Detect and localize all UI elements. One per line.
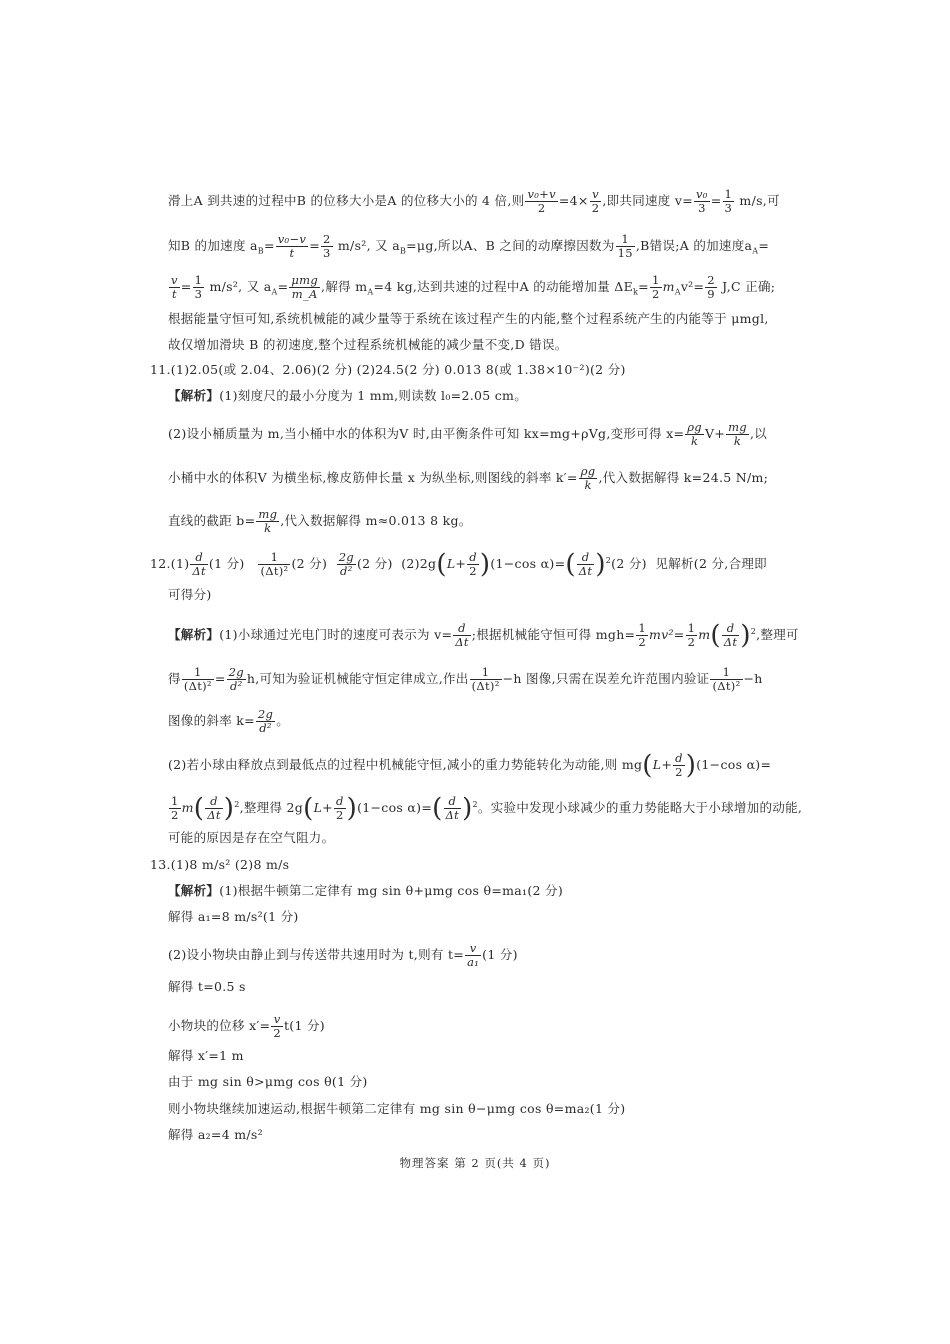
text: =	[277, 279, 289, 294]
fraction: $\frac{1}{2}$	[651, 273, 660, 301]
q12-analysis-p1: 【解析】(1)小球通过光电门时的速度可表示为 v= $\frac{d}{\Delta t}$ ;根据机械能守恒可得 mgh= $\frac{1}{2}$ mv²= $\frac{1}{2}$ m( $\frac{d}{\Delta t}$ )$^2$,整理可	[168, 620, 799, 651]
q12-analysis-p3	[168, 708, 802, 735]
q13-analysis-p6: 解得 x′=1 m	[168, 1048, 244, 1063]
q12-answer: 12.(1) $\frac{d}{\Delta t}$ (1 分) $\frac{1}{\text{(Δt)²}}$ (2 分) $\frac{2g}{\text{d²}}$ (2 分) (2)2g(L+ $\frac{d}{2}$ )(1−cos α)=( $\frac{d}{\Delta t}$ )$^2$(2 分) 见解析(2 分,合理即	[150, 549, 767, 580]
text: 见解析(2 分,合理即	[655, 556, 767, 571]
text: mv²=	[648, 627, 685, 642]
fraction: $\frac{\text{v₀}}{3}$	[696, 187, 708, 215]
q10-line-4: 根据能量守恒可知,系统机械能的减少量等于系统在该过程产生的内能,整个过程系统产生的内能等于 μmgl,	[168, 311, 769, 326]
text: ,整理得 2g	[239, 800, 304, 815]
text: =4 kg,达到共速的过程中A 的动能增加量 ΔE	[373, 279, 634, 294]
text: L+	[313, 800, 333, 815]
fraction: $\frac{v}{2}$	[273, 1012, 281, 1040]
text: =	[710, 193, 722, 208]
text: h,可知为验证机械能守恒定律成立,作出	[246, 671, 469, 686]
q13-analysis-p9: 解得 a₂=4 m/s²	[168, 1127, 263, 1142]
fraction: $\frac{v}{t}$	[171, 273, 178, 301]
fraction: $\frac{mg}{k}$	[258, 507, 278, 535]
score: (1 分)	[208, 556, 245, 571]
text: (2)若小球由释放点到最低点的过程中机械能守恒,减小的重力势能转化为动能,则 mg	[168, 757, 643, 772]
analysis-label: 【解析】	[168, 627, 220, 642]
q10-line-5: 故仅增加滑块 B 的初速度,整个过程系统机械能的减少量不变,D 错误。	[168, 337, 568, 352]
text: 。实验中发现小球减少的重力势能略大于小球增加的动能,	[477, 800, 803, 815]
fraction: $\frac{1}{15}$	[617, 232, 633, 260]
text: ,代入数据解得 m≈0.013 8 kg。	[280, 513, 472, 528]
q11-analysis-p1	[168, 387, 802, 405]
text: (1)根据牛顿第二定律有 mg sin θ+μmg cos θ=ma₁(2 分)	[219, 883, 564, 898]
page-footer: 物理答案 第 2 页(共 4 页)	[399, 1156, 551, 1170]
fraction: $\frac{2g}{\text{d²}}$	[228, 665, 244, 693]
text: 知B 的加速度 a	[168, 238, 258, 253]
fraction: $\frac{d}{\Delta t}$	[207, 794, 221, 822]
text: (1)刻度尺的最小分度为 1 mm,则读数 l₀=2.05 cm。	[219, 388, 528, 403]
q13-analysis-p7: 由于 mg sin θ>μmg cos θ(1 分)	[168, 1074, 368, 1089]
subscript: k	[633, 287, 639, 297]
q11-analysis-p2	[168, 421, 802, 448]
text: 滑上A 到共速的过程中B 的位移大小是A 的位移大小的 4 倍,则	[168, 193, 525, 208]
fraction: $\frac{1}{3}$	[724, 187, 733, 215]
q10-line-1	[168, 188, 802, 215]
text: =	[180, 279, 192, 294]
text: m/s², 又 a	[333, 238, 400, 253]
text: ,B错误;A 的加速度a	[635, 238, 753, 253]
text: ,解得 m	[321, 279, 368, 294]
q12-analysis-p6: 可能的原因是存在空气阻力。	[168, 830, 335, 845]
fraction: $\frac{d}{2}$	[469, 550, 477, 578]
subscript: A	[271, 287, 278, 297]
score: (2 分)	[356, 556, 393, 571]
fraction: $\frac{\text{μmg}}{m\_A}$	[291, 273, 319, 301]
text: V+	[704, 426, 726, 441]
q11-analysis-p4	[168, 508, 802, 535]
q13-analysis-p1	[168, 882, 802, 900]
text: (2)设小物块由静止到与传送带共速用时为 t,则有 t=	[168, 947, 465, 962]
fraction: $\frac{\rho g}{k}$	[687, 420, 702, 448]
text: m	[181, 800, 194, 815]
fraction: $\frac{2g}{\text{d²}}$	[338, 550, 354, 578]
text: v²=	[680, 279, 705, 294]
q13-analysis-p8: 则小物块继续加速运动,根据牛顿第二定律有 mg sin θ−μmg cos θ=ma₂(1 分)	[168, 1101, 626, 1116]
text: (1)小球通过光电门时的速度可表示为 v=	[219, 627, 453, 642]
text: =μg,所以A、B 之间的动摩擦因数为	[406, 238, 615, 253]
fraction: $\frac{1}{2}$	[687, 621, 696, 649]
subscript: A	[367, 287, 374, 297]
fraction: $\frac{\text{v₀−v}}{t}$	[277, 232, 307, 260]
q13-analysis-p4: 解得 t=0.5 s	[168, 979, 246, 994]
fraction: $\frac{d}{\Delta t}$	[455, 621, 469, 649]
text: 小物块的位移 x′=	[168, 1018, 271, 1033]
fraction: $\frac{1}{\text{(Δt)²}}$	[471, 665, 500, 693]
text: 。	[276, 713, 290, 728]
q13-answer: 13.(1)8 m/s² (2)8 m/s	[150, 857, 290, 872]
q13-analysis-p2: 解得 a₁=8 m/s²(1 分)	[168, 909, 299, 924]
text: (2)设小桶质量为 m,当小桶中水的体积为V 时,由平衡条件可知 kx=mg+ρVg,变形可得 x=	[168, 426, 685, 441]
text: =	[309, 238, 320, 253]
text: m/s,可	[735, 193, 780, 208]
text: ,即共同速度 v=	[602, 193, 694, 208]
text: ,代入数据解得 k=24.5 N/m;	[598, 470, 769, 485]
fraction: $\frac{\rho g}{k}$	[580, 464, 596, 492]
fraction: $\frac{d}{\Delta t}$	[723, 621, 738, 649]
fraction: $\frac{1}{\text{(Δt)²}}$	[183, 665, 212, 693]
text: −h 图像,只需在误差允许范围内验证	[502, 671, 710, 686]
fraction: $\frac{1}{\text{(Δt)²}}$	[712, 665, 741, 693]
fraction: $\frac{1}{3}$	[194, 273, 203, 301]
text: m	[662, 279, 675, 294]
q12-analysis-p5: $\frac{1}{2}$ m( $\frac{d}{\Delta t}$ )$^2$,整理得 2g(L+ $\frac{d}{2}$ )(1−cos α)=( $\frac{d}{\Delta t}$ )$^2$。实验中发现小球减少的重力势能略大于小球增加的动能,	[171, 793, 803, 824]
text: t(1 分)	[283, 1018, 325, 1033]
text: =	[638, 279, 649, 294]
text: 得	[168, 671, 181, 686]
fraction: $\frac{d}{\Delta t}$	[578, 550, 593, 578]
q12-analysis-p2	[168, 666, 802, 693]
text: −h	[743, 671, 763, 686]
text: m	[698, 627, 711, 642]
subscript: B	[399, 246, 407, 256]
analysis-label: 【解析】	[168, 883, 220, 898]
score: (2 分)	[291, 556, 328, 571]
fraction: $\frac{1}{2}$	[638, 621, 646, 649]
subscript: A	[674, 287, 681, 297]
q10-line-3	[168, 274, 802, 302]
text: m/s², 又 a	[205, 279, 272, 294]
text: L+	[446, 556, 467, 571]
q11-analysis-p3	[168, 465, 802, 492]
text: (1−cos α)=	[357, 800, 433, 815]
fraction: $\frac{2}{9}$	[707, 273, 715, 301]
subscript: A	[752, 246, 759, 256]
fraction: $\frac{d}{\Delta t}$	[445, 794, 460, 822]
q12-analysis-p4: (2)若小球由释放点到最低点的过程中机械能守恒,减小的重力势能转化为动能,则 mg(L+ $\frac{d}{2}$ )(1−cos α)=	[168, 750, 772, 781]
fraction: $\frac{1}{\text{(Δt)²}}$	[260, 550, 289, 578]
text: ,以	[749, 426, 768, 441]
text: J,C 正确;	[717, 279, 776, 294]
text: 图像的斜率 k=	[168, 713, 255, 728]
text: (1−cos α)=	[696, 757, 772, 772]
q10-line-2	[168, 233, 802, 261]
q12-answer-cont: 可得分)	[168, 587, 212, 602]
fraction: $\frac{d}{2}$	[675, 751, 683, 779]
fraction: $\frac{v}{\text{a₁}}$	[467, 941, 480, 969]
text: =4×	[558, 193, 589, 208]
text: (1−cos α)=	[490, 556, 566, 571]
q13-analysis-p5	[168, 1013, 802, 1040]
text: 12.(1)	[150, 556, 190, 571]
text: L+	[652, 757, 673, 772]
score: (2 分)	[611, 556, 647, 571]
fraction: $\frac{d}{\Delta t}$	[192, 550, 206, 578]
text: 直线的截距 b=	[168, 513, 256, 528]
q13-analysis-p3	[168, 942, 802, 969]
fraction: $\frac{d}{2}$	[335, 794, 344, 822]
text: (1 分)	[482, 947, 518, 962]
text: 小桶中水的体积V 为横坐标,橡皮筋伸长量 x 为纵坐标,则图线的斜率 k′=	[168, 470, 578, 485]
fraction: $\frac{2g}{\text{d²}}$	[257, 707, 274, 735]
text: ;根据机械能守恒可得 mgh=	[471, 627, 636, 642]
fraction: $\frac{v}{2}$	[591, 187, 600, 215]
text: =	[214, 671, 226, 686]
fraction: $\frac{2}{3}$	[323, 232, 331, 260]
fraction: $\frac{mg}{k}$	[728, 420, 747, 448]
q11-answer: 11.(1)2.05(或 2.04、2.06)(2 分) (2)24.5(2 分) 0.013 8(或 1.38×10⁻²)(2 分)	[150, 362, 626, 377]
text: =	[263, 238, 275, 253]
fraction: $\frac{\text{v₀+v}}{2}$	[527, 187, 556, 215]
analysis-label: 【解析】	[168, 388, 220, 403]
fraction: $\frac{1}{2}$	[171, 794, 179, 822]
text: ,整理可	[756, 627, 799, 642]
subscript: B	[257, 246, 264, 256]
text: =	[758, 238, 770, 253]
text: (2)2g	[401, 556, 437, 571]
